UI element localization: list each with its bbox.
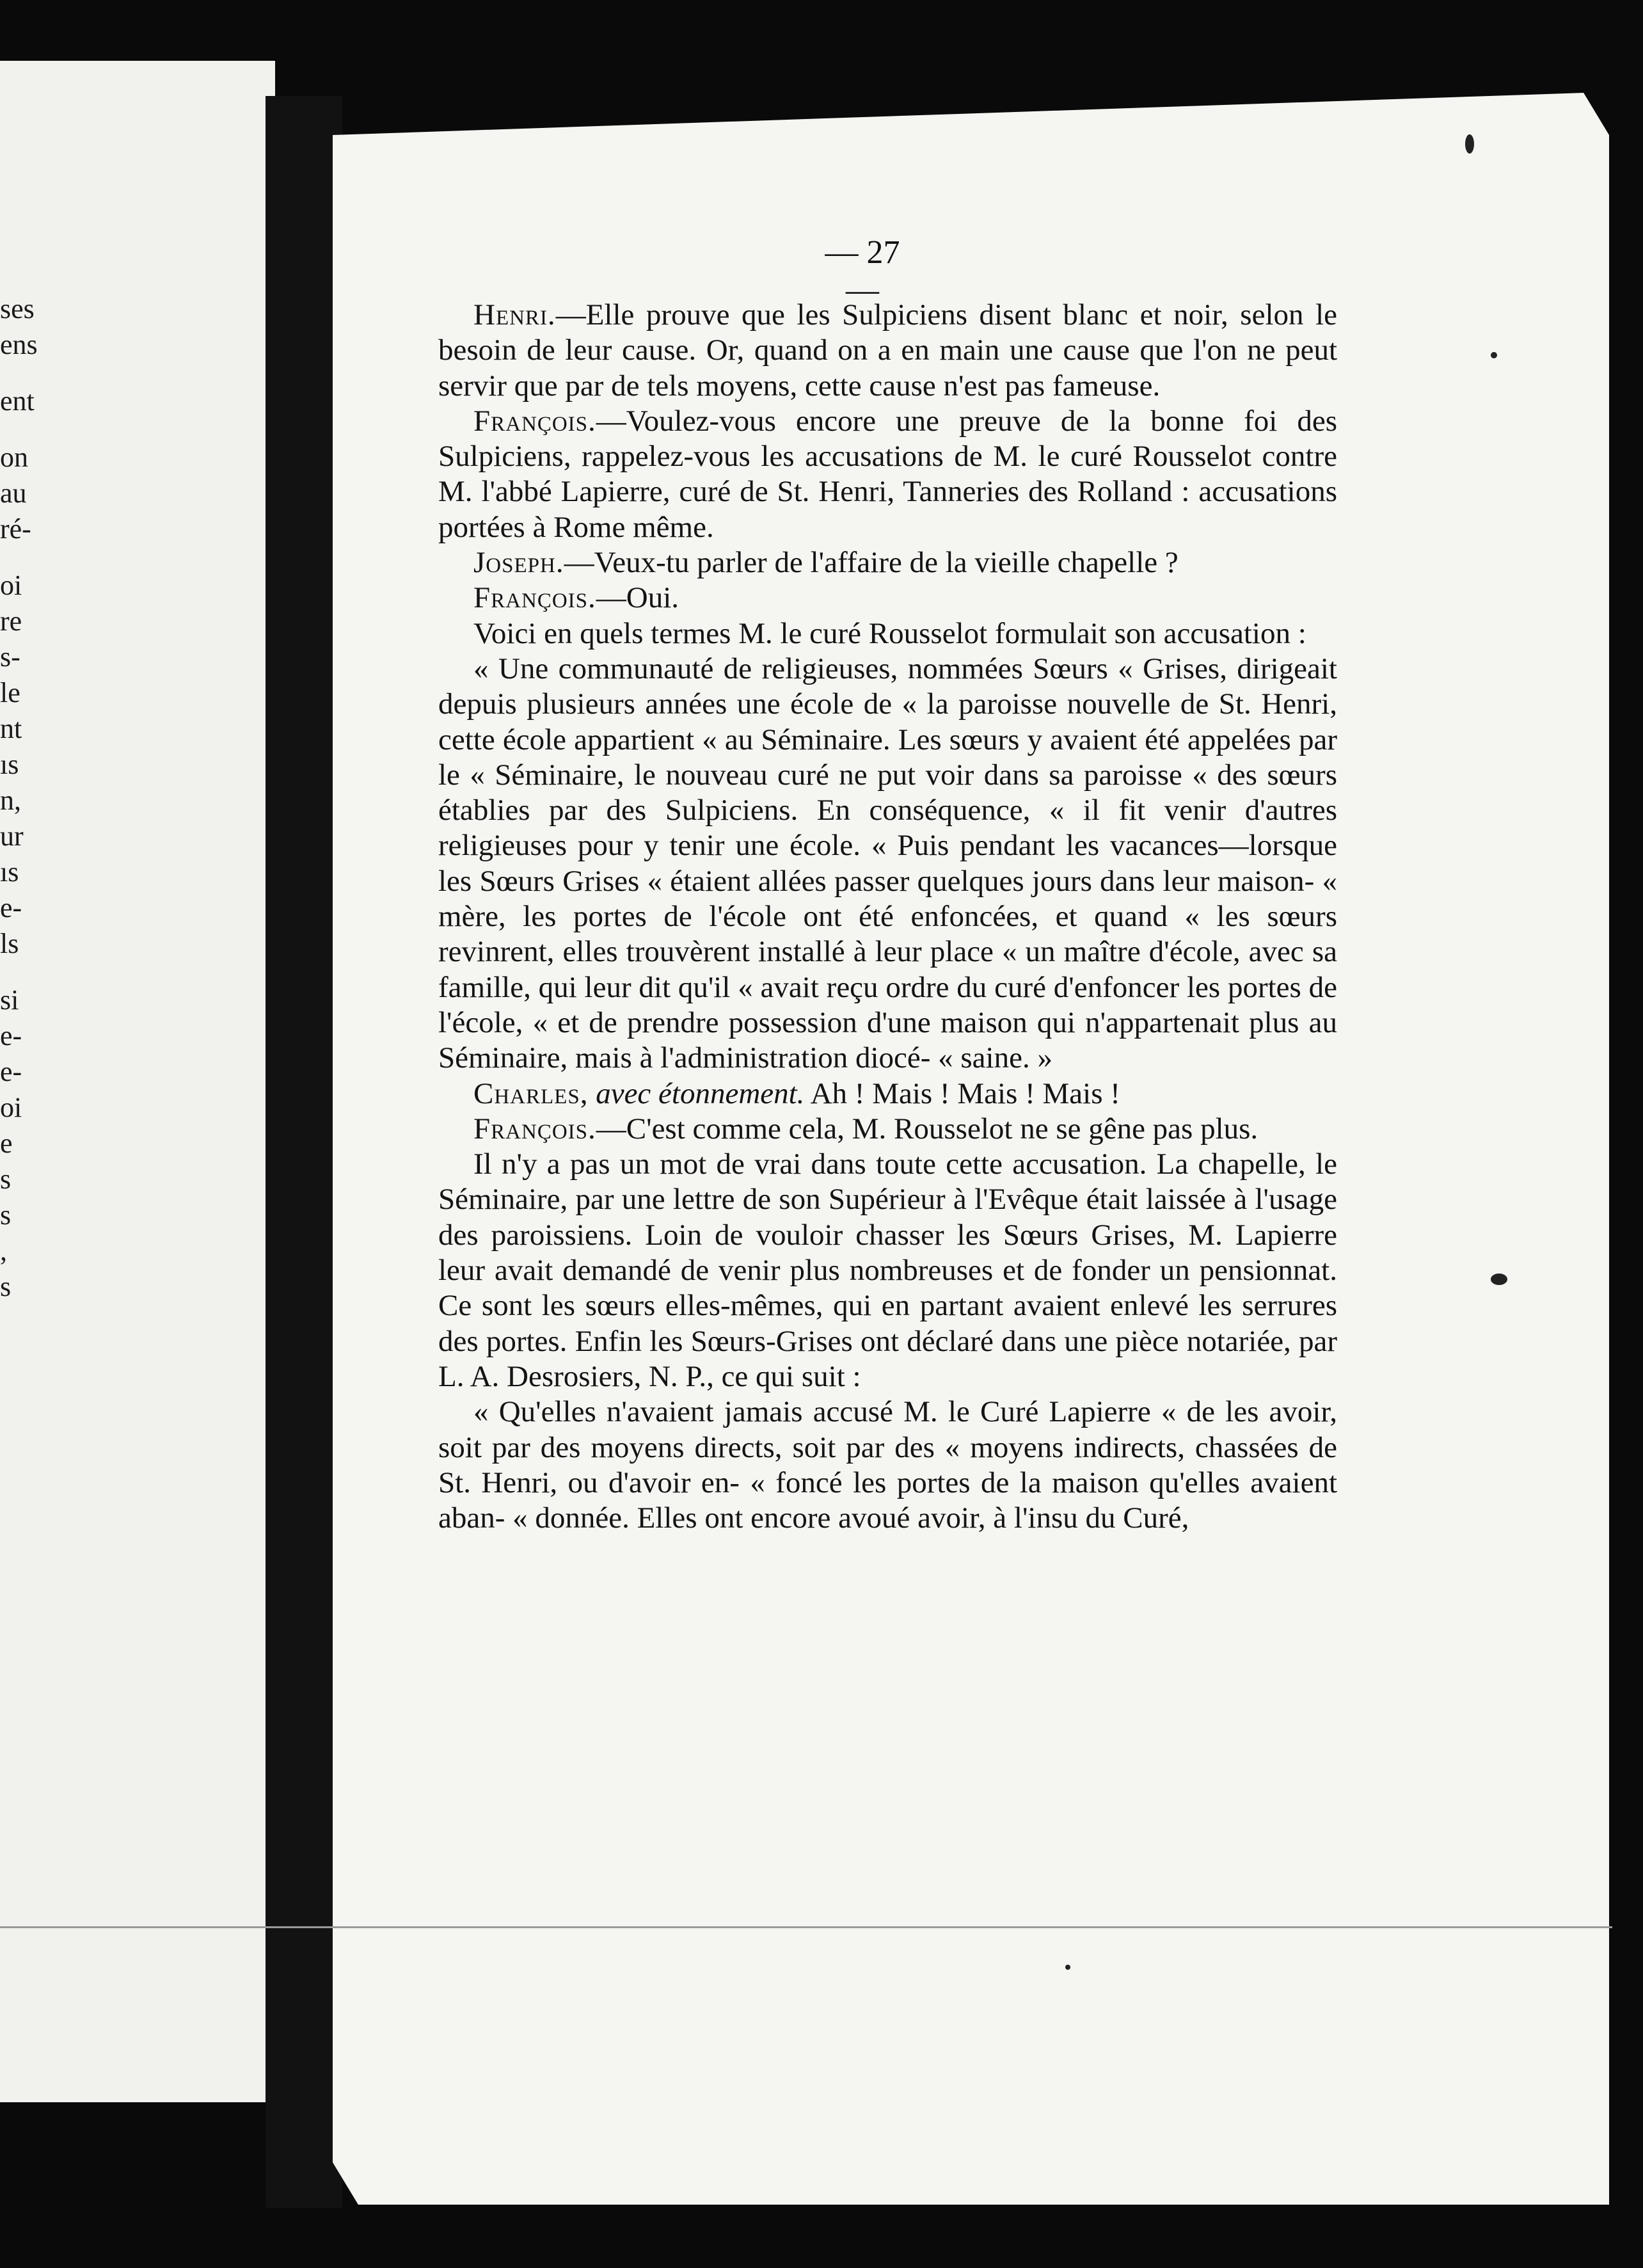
stage-direction: avec étonnement. (596, 1076, 805, 1110)
left-page (0, 61, 275, 2102)
left-page-fragment: ré- (0, 513, 31, 545)
paragraph (438, 651, 1337, 1076)
page-number: — 27 — (825, 234, 900, 308)
paragraph (438, 580, 1337, 616)
speaker-name: Joseph. (473, 546, 564, 580)
speaker-name: Henri. (473, 298, 556, 331)
left-page-fragment: s (0, 1199, 12, 1231)
left-page-fragment: n, (0, 785, 21, 816)
left-page-fragment: oi (0, 570, 22, 601)
paragraph (438, 545, 1337, 580)
paragraph-text: Voici en quels termes M. le curé Rousselot formulait son accusation : (473, 616, 1306, 650)
left-page-fragment: e- (0, 1056, 22, 1087)
speaker-name: François. (473, 581, 596, 615)
left-page-fragment: ur (0, 820, 24, 852)
speaker-name: Charles, (473, 1076, 589, 1110)
left-page-fragment: e- (0, 1020, 22, 1051)
paragraph-text: —Oui. (596, 581, 679, 615)
paragraph (438, 1076, 1337, 1112)
paragraph-text: —Veux-tu parler de l'affaire de la vieille chapelle ? (564, 546, 1179, 580)
dust-speck (1065, 1965, 1070, 1970)
left-page-fragment: s- (0, 641, 20, 673)
left-page-fragment: , (0, 1235, 7, 1266)
left-page-fragment: ıs (0, 856, 19, 888)
left-page-fragment (0, 962, 96, 982)
paragraph-text: « Une communauté de religieuses, nommées Sœurs « Grises, dirigeait depuis plusieurs années une école de « la paroisse nouvelle de St. Henri, cette école appartient « au Séminaire. Les sœurs y avaient été appelées par le « Séminaire, le nouveau curé ne put voir dans sa paroisse « des sœurs établies par des Sulpiciens. En conséquence, « il fit venir d'autres religieuses pour y tenir une école. « Puis pendant les vacances—lorsque les Sœurs Grises « étaient allées passer quelques jours dans leur maison- « mère, les portes de l'école ont été enfoncées, et quand « les sœurs revinrent, elles trouvèrent installé à leur place « un maître d'école, avec sa famille, qui leur dit qu'il « avait reçu ordre du curé d'enfoncer les portes de l'école, « et de prendre possession d'une maison qui n'appartenait plus au Séminaire, mais à l'administration diocé- « saine. » (438, 651, 1337, 1075)
paragraph (438, 404, 1337, 545)
paragraph (438, 1394, 1337, 1536)
paragraph (438, 1147, 1337, 1394)
left-page-fragments (0, 291, 96, 1305)
left-page-fragment: on (0, 442, 28, 473)
speaker-name: François. (473, 1112, 596, 1146)
paragraph-text: Il n'y a pas un mot de vrai dans toute cette accusation. La chapelle, le Séminaire, par une lettre de son Supérieur à l'Evêque était laissée à l'usage des paroissiens. Loin de vouloir chasser les Sœurs Grises, M. Lapierre leur avait demandé de venir plus nombreuses et de fonder un pensionnat. Ce sont les sœurs elles-mêmes, qui en partant avaient enlevé les serrures des portes. Enfin les Sœurs-Grises ont déclaré dans une pièce notariée, par L. A. Desrosiers, N. P., ce qui suit : (438, 1147, 1337, 1393)
left-page-fragment: ıs (0, 749, 19, 780)
left-page-fragment: re (0, 605, 22, 637)
left-page-fragment: e (0, 1128, 13, 1159)
scan-line (0, 1926, 1612, 1928)
left-page-fragment: nt (0, 713, 22, 744)
dust-speck (1491, 352, 1497, 358)
left-page-fragment: ens (0, 329, 38, 360)
left-page-fragment: ent (0, 385, 35, 417)
paragraph-text: « Qu'elles n'avaient jamais accusé M. le Curé Lapierre « de les avoir, soit par des moyens directs, soit par des « moyens indirects, chassées de St. Henri, ou d'avoir en- « foncé les portes de la maison qu'elles avaient aban- « donnée. Elles ont encore avoué avoir, à l'insu du Curé, (438, 1395, 1337, 1535)
left-page-fragment: oi (0, 1092, 22, 1123)
left-page-fragment: ls (0, 928, 19, 959)
left-page-fragment: au (0, 477, 27, 509)
paragraph-text: —C'est comme cela, M. Rousselot ne se gêne pas plus. (596, 1112, 1258, 1146)
paragraph-text: —Voulez-vous encore une preuve de la bonne foi des Sulpiciens, rappelez-vous les accusations de M. le curé Rousselot contre M. l'abbé Lapierre, curé de St. Henri, Tanneries des Rolland : accusations portées à Rome même. (438, 404, 1337, 544)
speaker-name: François. (473, 404, 596, 438)
book-gutter (266, 96, 342, 2208)
left-page-fragment: ses (0, 293, 35, 324)
paragraph (438, 298, 1337, 404)
left-page-fragment: le (0, 677, 20, 708)
left-page-fragment: si (0, 984, 19, 1016)
paragraph-text: Ah ! Mais ! Mais ! Mais ! (804, 1076, 1120, 1110)
page-body-text (438, 298, 1337, 1536)
dust-speck (1465, 134, 1474, 154)
left-page-fragment (0, 419, 96, 440)
left-page-fragment: s (0, 1163, 12, 1195)
left-page-fragment: e- (0, 892, 22, 923)
left-page-fragment (0, 363, 96, 383)
dust-speck (1491, 1274, 1507, 1285)
left-page-fragment: s (0, 1271, 12, 1302)
left-page-fragment (0, 547, 96, 568)
paragraph (438, 616, 1337, 651)
paragraph (438, 1112, 1337, 1147)
paragraph-text: —Elle prouve que les Sulpiciens disent blanc et noir, selon le besoin de leur cause. Or, quand on a en main une cause que l'on ne peut servir que par de tels moyens, cette cause n'est pas fameuse. (438, 298, 1337, 403)
